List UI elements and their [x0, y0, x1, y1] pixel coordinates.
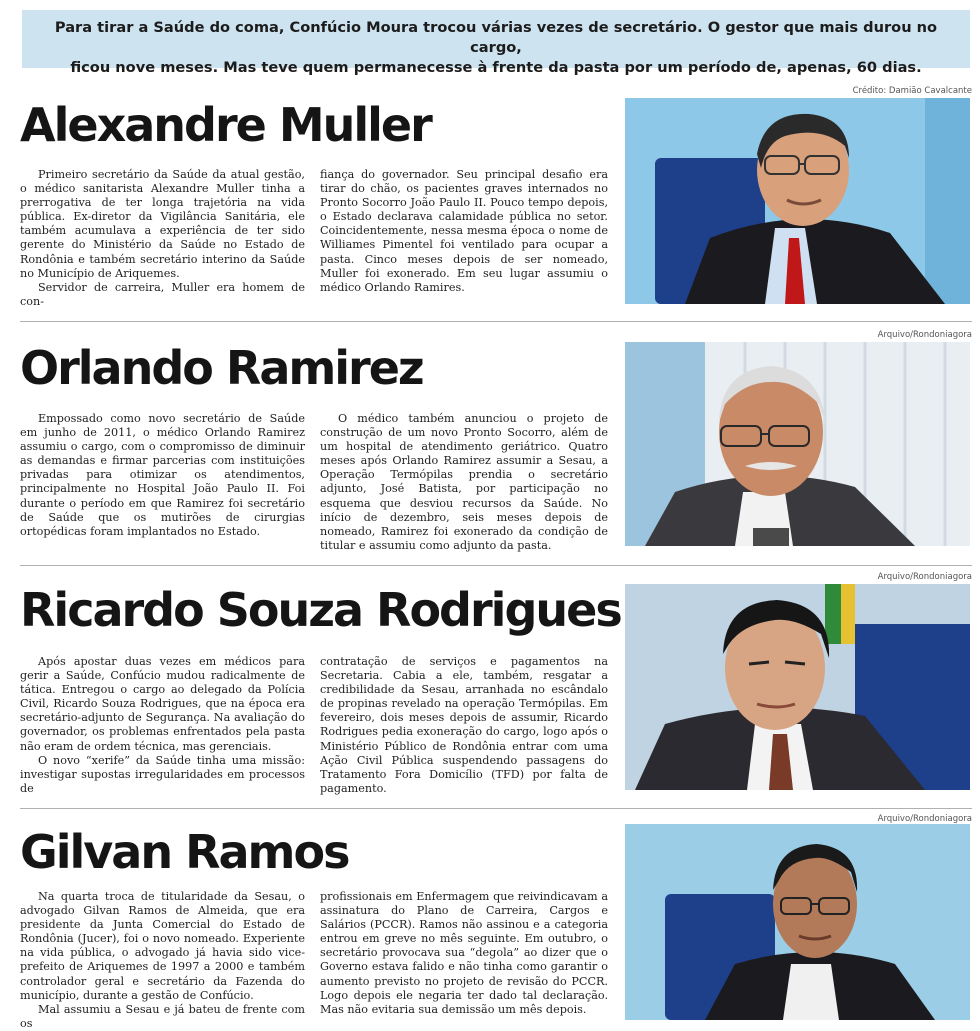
person-name: Gilvan Ramos — [20, 825, 349, 879]
paragraph: contratação de serviços e pagamentos na Secretaria. Cabia a ele, também, resgatar a credibilidade da Sesau, arranhada no escândalo de propinas revelado na operação Termópilas. Em fevereiro, dois meses depois de assumir, Ricardo Rodrigues pedia exoneração do cargo, logo após o Ministério Público de Rondônia entrar com uma Ação Civil Pública suspendendo passagens do Tratamento Fora Domicílio (TFD) por falta de pagamento. — [320, 655, 608, 795]
article-column-1 — [20, 412, 305, 539]
section-orlando-ramirez — [0, 326, 980, 562]
photo-credit: Arquivo/Rondoniagora — [877, 814, 972, 824]
paragraph: O médico também anunciou o projeto de construção de um novo Pronto Socorro, além de um hospital de atendimento geriátrico. Quatro meses após Orlando Ramirez assumir a Sesau, a Operação Termópilas prendia o secretário adjunto, José Batista, por participação no esquema que desviou recursos da Saúde. No início de dezembro, seis meses depois de nomeado, Ramirez foi exonerado da condição de titular e assumiu como adjunto da pasta. — [320, 412, 608, 552]
section-ricardo-souza-rodrigues — [0, 568, 980, 804]
article-column-1 — [20, 655, 305, 796]
person-name: Orlando Ramirez — [20, 341, 423, 395]
section-divider — [20, 565, 972, 566]
section-gilvan-ramos — [0, 810, 980, 1030]
paragraph: Após apostar duas vezes em médicos para gerir a Saúde, Confúcio mudou radicalmente de tática. Entregou o cargo ao delegado da Polícia Civil, Ricardo Souza Rodrigues, que na época era secretário-adjunto de Segurança. Na avaliação do governador, os problemas enfrentados pela pasta não eram de ordem técnica, mas gerenciais. — [20, 655, 305, 753]
portrait-photo — [625, 342, 970, 546]
paragraph: profissionais em Enfermagem que reivindicavam a assinatura do Plano de Carreira, Cargos e Salários (PCCR). Ramos não assinou e a categoria entrou em greve no mês seguinte. Em outubro, o secretário provocava sua “degola” ao dizer que o Governo estava falido e não tinha como garantir o aumento previsto no projeto de revisão do PCCR. Logo depois ele negaria ter dado tal declaração. Mas não evitaria sua demissão um mês depois. — [320, 890, 608, 1016]
section-divider — [20, 321, 972, 322]
paragraph: Primeiro secretário da Saúde da atual gestão, o médico sanitarista Alexandre Muller tinha a prerrogativa de ter longa trajetória na vida pública. Ex-diretor da Vigilância Sanitária, ele também acumulava a experiência de ter sido gerente do Ministério da Saúde no Estado de Rondônia e também secretário interino da Saúde no Município de Ariquemes. — [20, 168, 305, 280]
article-column-2 — [320, 655, 608, 796]
article-column-2 — [320, 168, 608, 295]
paragraph: Empossado como novo secretário de Saúde em junho de 2011, o médico Orlando Ramirez assumiu o cargo, com o compromisso de diminuir as demandas e firmar parcerias com instituições privadas para otimizar os atendimentos, principalmente no Hospital João Paulo II. Foi durante o período em que Ramirez foi secretário de Saúde que os mutirões de cirurgias ortopédicas foram implantados no Estado. — [20, 412, 305, 538]
article-column-2 — [320, 412, 608, 553]
paragraph: fiança do governador. Seu principal desafio era tirar do chão, os pacientes graves internados no Pronto Socorro João Paulo II. Pouco tempo depois, o Estado declarava calamidade pública no setor. Coincidentemente, nessa mesma época o nome de Williames Pimentel foi ventilado para ocupar a pasta. Cinco meses depois de ser nomeado, Muller foi exonerado. Em seu lugar assumiu o médico Orlando Ramires. — [320, 168, 608, 294]
person-name: Ricardo Souza Rodrigues — [20, 583, 621, 637]
banner-line-2: ficou nove meses. Mas teve quem permanecesse à frente da pasta por um período de, apenas, 60 dias. — [70, 59, 922, 76]
paragraph: O novo “xerife” da Saúde tinha uma missão: investigar supostas irregularidades em processos de — [20, 753, 305, 795]
article-column-1 — [20, 890, 305, 1031]
paragraph: Na quarta troca de titularidade da Sesau, o advogado Gilvan Ramos de Almeida, que era presidente da Junta Comercial do Estado de Rondônia (Jucer), foi o novo nomeado. Experiente na vida pública, o advogado já havia sido vice-prefeito de Ariquemes de 1997 a 2000 e também controlador geral e secretário da Fazenda do município, durante a gestão de Confúcio. — [20, 890, 305, 1002]
photo-credit: Arquivo/Rondoniagora — [877, 572, 972, 582]
portrait-photo — [625, 824, 970, 1020]
article-column-1 — [20, 168, 305, 309]
headline-banner — [22, 10, 970, 76]
article-column-2 — [320, 890, 608, 1017]
section-divider — [20, 808, 972, 809]
photo-credit: Arquivo/Rondoniagora — [877, 330, 972, 340]
banner-line-1: Para tirar a Saúde do coma, Confúcio Moura trocou várias vezes de secretário. O gestor que mais durou no cargo, — [54, 19, 938, 56]
photo-credit: Crédito: Damião Cavalcante — [852, 86, 972, 96]
paragraph: Mal assumiu a Sesau e já bateu de frente com os — [20, 1002, 305, 1030]
section-alexandre-muller — [0, 82, 980, 318]
person-name: Alexandre Muller — [20, 98, 431, 152]
portrait-photo — [625, 98, 970, 304]
portrait-photo — [625, 584, 970, 790]
paragraph: Servidor de carreira, Muller era homem de con- — [20, 280, 305, 308]
